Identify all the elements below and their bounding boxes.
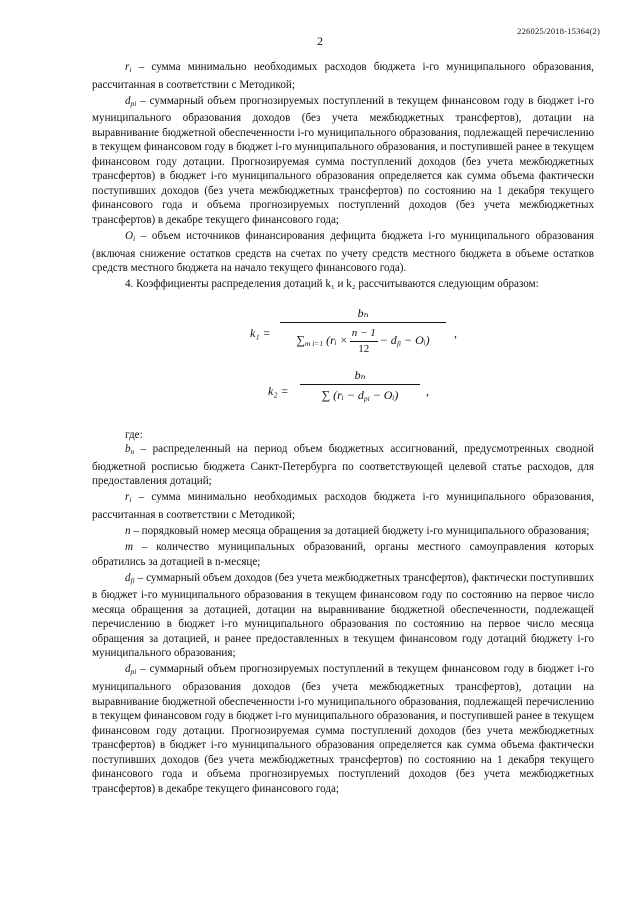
formula-k2-denominator	[300, 385, 420, 407]
formulas-block	[92, 302, 594, 420]
symbol-subscript: n	[130, 447, 135, 457]
definition-text: – суммарный объем прогнозируемых поступлений в текущем финансовом году в бюджет i-го муниципального образования доходов (без учета межбюджетных трансфертов), дотации на выравнивание бюджетной обеспеченности i-го муниципального образования, подлежащей перечислению в текущем финансовом году в бюджет i-го муниципального образования, и поступившей ранее в текущем финансовом году дотации. Прогнозируемая сумма поступлений доходов (без учета межбюджетных трансфертов) в бюджет i-го муниципального образования определяется как сумма объема фактически поступивших доходов (без учета межбюджетных трансфертов) по состоянию на 1 декабря текущего финансового года и объема прогнозируемых поступлений доходов (без учета межбюджетных трансфертов) в декабре текущего финансового года;	[92, 663, 594, 795]
den-close-subscript: fi	[396, 339, 401, 349]
document-body	[92, 60, 594, 796]
formula-k1-denominator	[280, 323, 446, 356]
den-start: ∑ (rᵢ − d	[321, 388, 364, 403]
definition-text: – количество муниципальных образований, органы местного самоуправления которых обратились за дотацией в n-месяце;	[92, 541, 594, 568]
formula-k2-numerator: bₙ	[354, 367, 366, 382]
definition-oi	[92, 229, 594, 276]
symbol-subscript: i	[129, 495, 132, 505]
definition-text: – порядковый номер месяца обращения за дотацией бюджету i-го муниципального образования;	[130, 524, 590, 537]
formula-k1-lhs: k₁ =	[250, 325, 271, 340]
symbol-subscript: pi	[130, 98, 137, 108]
inner-fraction	[350, 326, 378, 356]
definition-text: – объем источников финансирования дефицита бюджета i-го муниципального образования (включая снижение остатков средств на счетах по учету средств местного бюджета в объеме остатков средств местного бюджета на начало текущего финансового года).	[92, 230, 594, 275]
definition-ri-2	[92, 490, 594, 522]
den-close: − d	[379, 333, 397, 348]
formula-k2-lhs: k₂ =	[268, 383, 289, 398]
definition-dpi-2	[92, 662, 594, 796]
sum-limits: m i=1	[304, 339, 324, 349]
document-number: 226025/2018-15364(2)	[517, 26, 600, 36]
den-open: (rᵢ ×	[326, 333, 348, 348]
formula-k1-tail: ,	[454, 325, 457, 340]
symbol-subscript: i	[129, 65, 132, 74]
symbol-subscript: i	[133, 234, 136, 244]
symbol-subscript: pi	[130, 667, 137, 677]
symbol: b	[125, 443, 131, 456]
den-end: − Oᵢ)	[403, 333, 430, 348]
symbol: O	[125, 230, 134, 243]
where-label: где:	[125, 428, 143, 441]
symbol: d	[125, 94, 131, 107]
definition-text: – суммарный объем доходов (без учета межбюджетных трансфертов), фактически поступивших в бюджет i-го муниципального образования в текущем финансовом году по состоянию на первое число месяца обращения за дотацией, дотации на выравнивание бюджетной обеспеченности, подлежащей перечислению в бюджет i-го муниципального образования по состоянию на первое число месяца обращения за дотацией, и ранее предоставленных в текущем финансовом году дотаций бюджету i-го муниципального образования;	[92, 571, 594, 660]
definition-text: – сумма минимально необходимых расходов бюджета i-го муниципального образования, рассчитанная в соответствии с Методикой;	[92, 491, 594, 521]
symbol: d	[125, 663, 131, 676]
symbol: d	[125, 571, 131, 584]
definition-text: – сумма минимально необходимых расходов бюджета i-го муниципального образования, рассчитанная в соответствии с Методикой;	[92, 61, 594, 91]
definition-text: – суммарный объем прогнозируемых поступлений в текущем финансовом году в бюджет i-го муниципального образования доходов (без учета межбюджетных трансфертов), дотации на выравнивание бюджетной обеспеченности i-го муниципального образования, подлежащей перечислению в текущем финансовом году в бюджет i-го муниципального образования, и поступившей ранее в текущем финансовом году дотации. Прогнозируемая сумма поступлений доходов (без учета межбюджетных трансфертов) в бюджет i-го муниципального образования определяется как сумма объема фактически поступивших доходов (без учета межбюджетных трансфертов) по состоянию на 1 декабря текущего финансового года и объема прогнозируемых поступлений доходов (без учета межбюджетных трансфертов) в декабре текущего финансового года;	[92, 94, 594, 226]
symbol: m	[125, 541, 134, 554]
inner-numerator: n − 1	[350, 326, 378, 342]
definition-n	[92, 524, 594, 539]
definition-dpi	[92, 94, 594, 228]
definition-ri	[92, 60, 594, 92]
page-number: 2	[317, 34, 323, 48]
formula-k1-numerator: bₙ	[357, 305, 369, 320]
definition-dfi	[92, 571, 594, 661]
symbol: r	[125, 491, 130, 504]
symbol: r	[125, 61, 130, 73]
formula-k2-fraction	[300, 368, 420, 407]
definition-m	[92, 540, 594, 569]
inner-denominator: 12	[358, 342, 370, 355]
den-end: − Oᵢ)	[372, 388, 399, 403]
symbol-subscript: fi	[130, 575, 135, 585]
sum-sign: ∑	[296, 333, 305, 348]
definition-text: – распределенный на период объем бюджетных ассигнований, предусмотренных сводной бюджетной росписью бюджета Санкт-Петербурга по соответствующей целевой статье расходов, для предоставления дотаций;	[92, 443, 594, 488]
symbol: n	[125, 524, 131, 537]
definition-bn	[92, 442, 594, 489]
formula-k1-fraction	[280, 306, 446, 357]
den-subscript: pi	[363, 394, 370, 404]
section-4-paragraph: 4. Коэффициенты распределения дотаций k₁ и k₂ рассчитываются следующим образом:	[125, 278, 539, 291]
formula-k2-tail: ,	[426, 383, 429, 398]
